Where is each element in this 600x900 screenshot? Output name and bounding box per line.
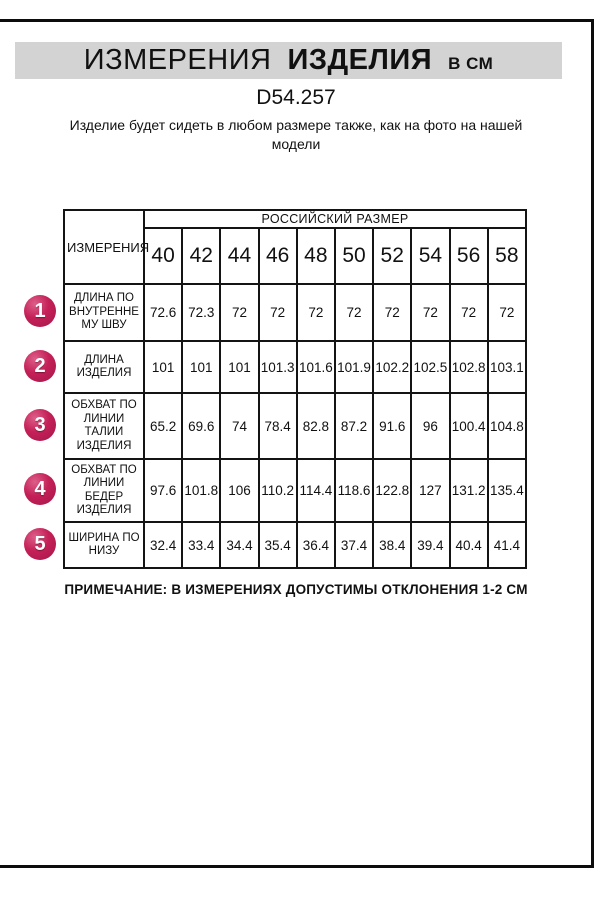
- table-row: [64, 459, 526, 522]
- measurement-label: ОБХВАТ ПО ЛИНИИ БЕДЕР ИЗДЕЛИЯ: [64, 459, 144, 522]
- russian-size-group-label: РОССИЙСКИЙ РАЗМЕР: [144, 210, 526, 228]
- measurement-value: 32.4: [144, 522, 182, 568]
- measurement-value: 72: [450, 284, 488, 341]
- measurement-value: 40.4: [450, 522, 488, 568]
- row-number-badge: 3: [24, 409, 56, 441]
- measurement-label: ДЛИНА ПО ВНУТРЕННЕМУ ШВУ: [64, 284, 144, 341]
- measurement-label: ОБХВАТ ПО ЛИНИИ ТАЛИИ ИЗДЕЛИЯ: [64, 393, 144, 459]
- measurement-value: 96: [411, 393, 449, 459]
- row-number-badge: 5: [24, 528, 56, 560]
- measurement-value: 104.8: [488, 393, 526, 459]
- measurement-value: 72: [259, 284, 297, 341]
- title-band: [15, 42, 562, 79]
- measurement-value: 87.2: [335, 393, 373, 459]
- measurement-value: 103.1: [488, 341, 526, 393]
- measurement-value: 101.6: [297, 341, 335, 393]
- table-row: [64, 284, 526, 341]
- measurement-value: 97.6: [144, 459, 182, 522]
- measurement-value: 39.4: [411, 522, 449, 568]
- measurement-value: 78.4: [259, 393, 297, 459]
- measurement-value: 101: [144, 341, 182, 393]
- page-title-word-measurements: ИЗМЕРЕНИЯ: [83, 44, 272, 76]
- measurements-corner-label: ИЗМЕРЕНИЯ: [64, 210, 144, 284]
- measurement-value: 102.5: [411, 341, 449, 393]
- measurement-value: 106: [220, 459, 258, 522]
- measurement-value: 72: [220, 284, 258, 341]
- measurement-value: 114.4: [297, 459, 335, 522]
- measurement-value: 101.9: [335, 341, 373, 393]
- measurement-value: 38.4: [373, 522, 411, 568]
- measurement-value: 35.4: [259, 522, 297, 568]
- row-number-badge: 2: [24, 350, 56, 382]
- row-number-badge: 4: [24, 473, 56, 505]
- measurement-value: 82.8: [297, 393, 335, 459]
- measurement-value: 72: [411, 284, 449, 341]
- measurement-value: 65.2: [144, 393, 182, 459]
- table-body: [64, 284, 526, 568]
- size-column-header: 56: [450, 228, 488, 284]
- measurement-value: 72: [297, 284, 335, 341]
- measurement-value: 34.4: [220, 522, 258, 568]
- size-column-header: 40: [144, 228, 182, 284]
- size-column-header: 58: [488, 228, 526, 284]
- measurement-value: 135.4: [488, 459, 526, 522]
- table-row: [64, 522, 526, 568]
- table-row: [64, 393, 526, 459]
- measurement-value: 118.6: [335, 459, 373, 522]
- measurement-value: 131.2: [450, 459, 488, 522]
- measurement-label: ДЛИНА ИЗДЕЛИЯ: [64, 341, 144, 393]
- measurement-value: 37.4: [335, 522, 373, 568]
- measurement-value: 72: [488, 284, 526, 341]
- measurement-value: 72.3: [182, 284, 220, 341]
- measurement-value: 110.2: [259, 459, 297, 522]
- measurement-value: 33.4: [182, 522, 220, 568]
- table-row: [64, 341, 526, 393]
- table-group-row: [64, 210, 526, 228]
- measurement-value: 102.8: [450, 341, 488, 393]
- table-header: [64, 210, 526, 284]
- size-column-header: 54: [411, 228, 449, 284]
- size-table: [63, 209, 527, 569]
- measurement-value: 72: [373, 284, 411, 341]
- measurement-label: ШИРИНА ПО НИЗУ: [64, 522, 144, 568]
- measurement-value: 72: [335, 284, 373, 341]
- measurement-value: 127: [411, 459, 449, 522]
- size-column-header: 44: [220, 228, 258, 284]
- measurement-value: 102.2: [373, 341, 411, 393]
- row-number-badge: 1: [24, 295, 56, 327]
- model-number: D54.257: [256, 86, 336, 109]
- page-title-word-product: ИЗДЕЛИЯ: [287, 44, 433, 76]
- measurement-value: 36.4: [297, 522, 335, 568]
- page-title-unit: В СМ: [448, 54, 494, 73]
- measurement-value: 69.6: [182, 393, 220, 459]
- measurement-value: 101.3: [259, 341, 297, 393]
- measurement-value: 41.4: [488, 522, 526, 568]
- size-column-header: 52: [373, 228, 411, 284]
- measurement-value: 72.6: [144, 284, 182, 341]
- size-column-header: 46: [259, 228, 297, 284]
- size-column-header: 50: [335, 228, 373, 284]
- measurement-value: 100.4: [450, 393, 488, 459]
- measurement-value: 74: [220, 393, 258, 459]
- fit-note: Изделие будет сидеть в любом размере также, как на фото на нашей модели: [69, 117, 523, 152]
- measurement-value: 101.8: [182, 459, 220, 522]
- tolerance-note: ПРИМЕЧАНИЕ: В ИЗМЕРЕНИЯХ ДОПУСТИМЫ ОТКЛОНЕНИЯ 1-2 СМ: [64, 582, 528, 597]
- measurement-value: 101: [182, 341, 220, 393]
- measurement-value: 101: [220, 341, 258, 393]
- size-column-header: 42: [182, 228, 220, 284]
- measurement-value: 122.8: [373, 459, 411, 522]
- size-column-header: 48: [297, 228, 335, 284]
- measurement-value: 91.6: [373, 393, 411, 459]
